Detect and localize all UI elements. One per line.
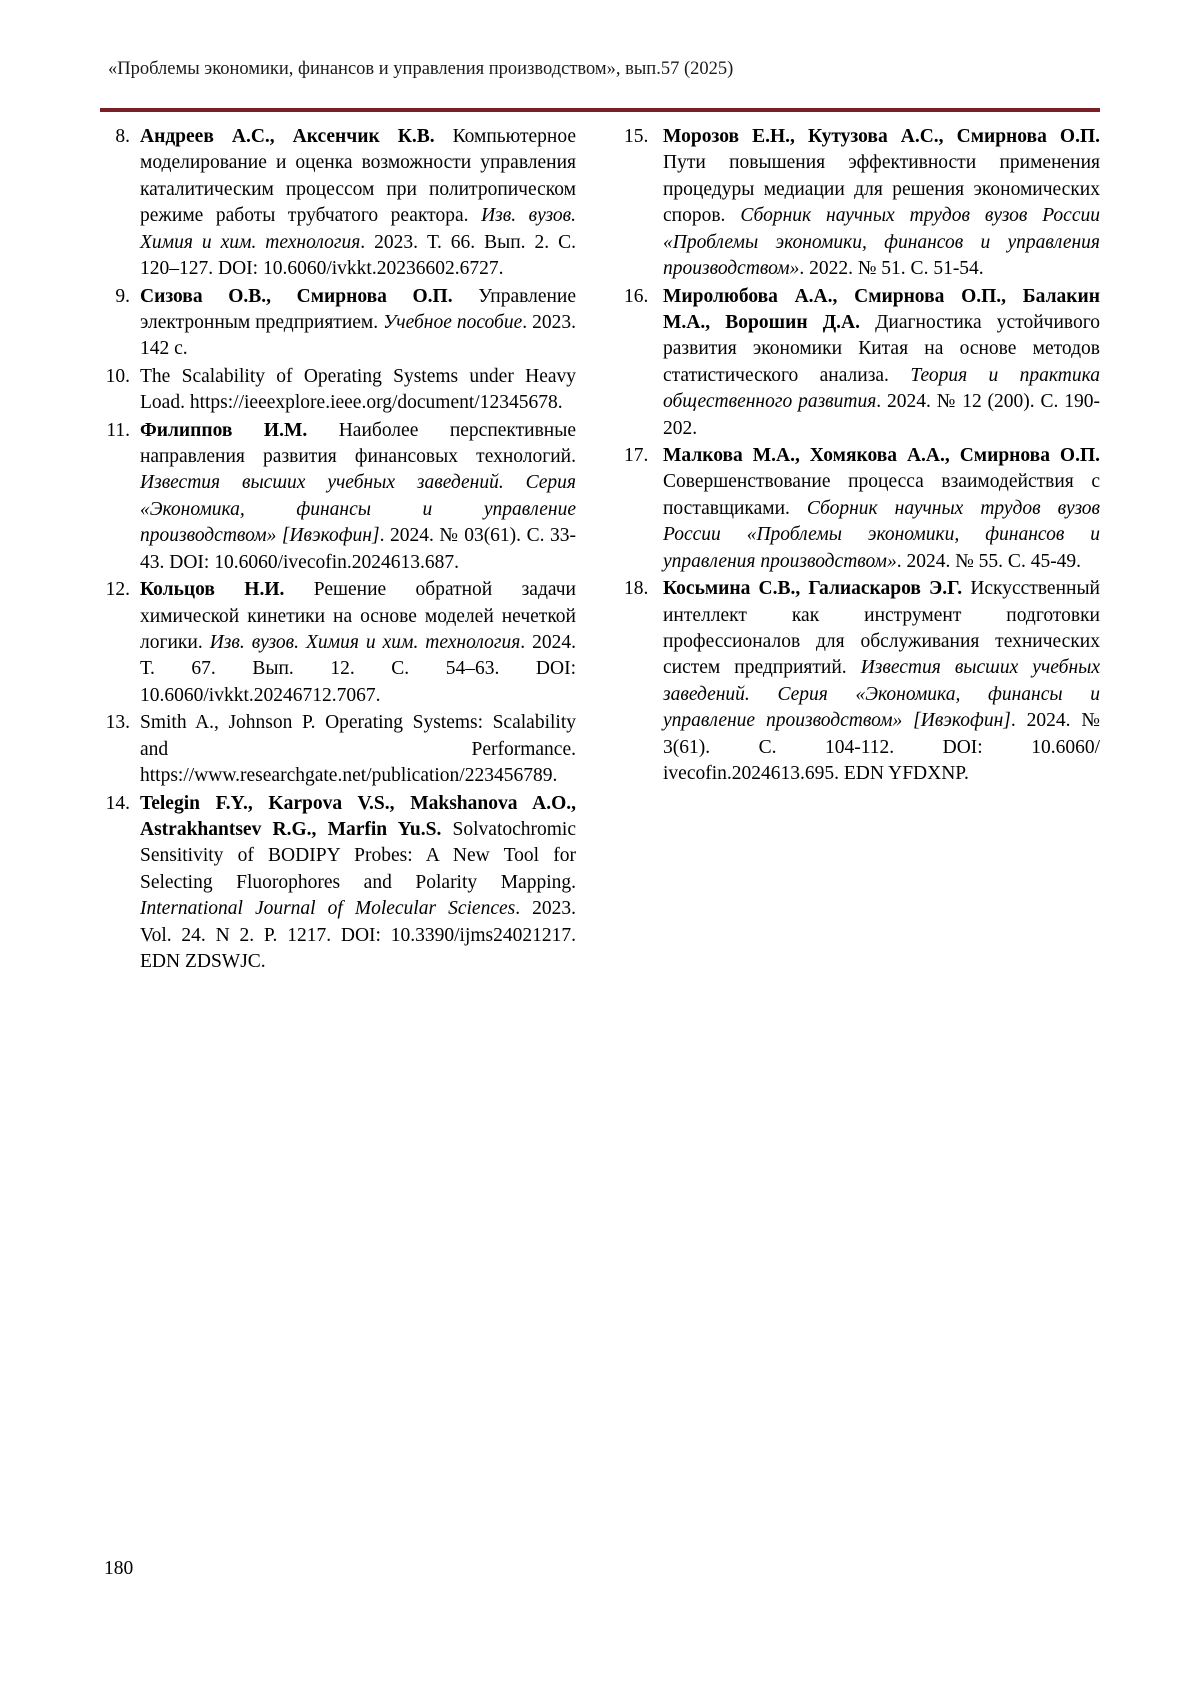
reference-item [100, 124, 576, 283]
reference-authors: Филиппов И.М. [140, 419, 308, 441]
reference-text: Искусственный интеллект как инструмент подготовки профессионалов для обслуживания технических систем предприятий. [663, 578, 1100, 679]
reference-number: 14. [105, 792, 130, 814]
right-column [624, 124, 1100, 977]
reference-text: Управление электронным предприятием. [140, 285, 576, 333]
reference-source-title: Учебное пособие [383, 311, 523, 333]
reference-authors: Миролюбова А.А., Смирнова О.П., Балакин М.А., Ворошин Д.А. [663, 285, 1100, 333]
reference-number: 8. [115, 126, 130, 147]
reference-number: 16. [624, 285, 649, 307]
reference-item [100, 791, 576, 976]
reference-number: 18. [624, 578, 649, 600]
reference-item [100, 577, 576, 709]
reference-list-right [624, 124, 1100, 788]
reference-text: Smith A., Johnson P. Operating Systems: Scalability and Performance. https://www.researchgate.net/publication/223456789. [140, 712, 576, 787]
reference-text: Наиболее перспективные направления развития финансовых технологий. [140, 419, 576, 468]
reference-text: . 2024. № 55. С. 45-49. [896, 550, 1082, 572]
reference-item [100, 418, 576, 577]
reference-source-title: International Journal of Molecular Sciences [140, 898, 516, 920]
reference-source-title: Изв. вузов. Химия и хим. технология [140, 205, 576, 253]
reference-item [624, 443, 1100, 575]
reference-number: 17. [624, 445, 649, 467]
reference-text: . 2024. № 03(61). С. 33-43. DOI: 10.6060/ivecofin.2024613.687. [140, 525, 576, 573]
reference-item [100, 364, 576, 417]
reference-source-title: Известия высших учебных заведений. Серия «Экономика, финансы и управление производством» [Ивэкофин] [140, 472, 576, 547]
reference-source-title: Сборник научных трудов вузов России «Проблемы экономики, финансов и управления производством» [663, 205, 1100, 280]
header-divider-rule [100, 108, 1100, 112]
reference-item [624, 284, 1100, 443]
reference-source-title: Сборник научных трудов вузов России «Проблемы экономики, финансов и управления производством» [663, 497, 1101, 572]
reference-text: . 2022. № 51. С. 51-54. [799, 258, 984, 280]
reference-number: 12. [105, 579, 130, 601]
reference-number: 11. [106, 419, 130, 441]
reference-text: Solvatochromic Sensitivity of BODIPY Probes: A New Tool for Selecting Fluorophores and Polarity Mapping. [140, 818, 576, 893]
left-column [100, 124, 576, 977]
two-column-body [100, 124, 1100, 977]
reference-item [624, 124, 1100, 283]
reference-text: Совершенствование процесса взаимодействия с поставщиками. [663, 471, 1100, 519]
reference-number: 9. [115, 285, 130, 307]
reference-source-title: Изв. вузов. Химия и хим. технология [209, 632, 521, 654]
reference-text: Решение обратной задачи химической кинетики на основе моделей нечеткой логики. [140, 579, 576, 654]
reference-authors: Косьмина С.В., Галиаскаров Э.Г. [663, 578, 963, 600]
reference-number: 13. [105, 712, 130, 734]
reference-item [100, 710, 576, 789]
reference-text: Компьютерное моделирование и оценка возможности управления каталитическим процессом при политропическом режиме работы трубчатого реактора. [140, 126, 576, 227]
page-number: 180 [104, 1558, 134, 1579]
reference-authors: Малкова М.А., Хомякова А.А., Смирнова О.П. [663, 445, 1100, 467]
reference-text: Диагностика устойчивого развития экономики Китая на основе методов статистического анализа. [663, 311, 1100, 386]
running-header: «Проблемы экономики, финансов и управления производством», вып.57 (2025) [108, 59, 734, 79]
reference-item [624, 576, 1100, 787]
reference-source-title: Теория и практика общественного развития [663, 364, 1100, 413]
reference-authors: Морозов Е.Н., Кутузова А.С., Смирнова О.П. [663, 126, 1100, 147]
reference-authors: Telegin F.Y., Karpova V.S., Makshanova A.O., Astrakhantsev R.G., Marfin Yu.S. [140, 792, 576, 840]
reference-text: Пути повышения эффективности применения процедуры медиации для решения экономических споров. [663, 152, 1100, 227]
reference-list-left [100, 124, 576, 976]
reference-text: The Scalability of Operating Systems under Heavy Load. https://ieeexplore.ieee.org/document/12345678. [140, 365, 576, 414]
reference-authors: Сизова О.В., Смирнова О.П. [140, 285, 453, 307]
reference-number: 10. [105, 365, 130, 387]
reference-source-title: Известия высших учебных заведений. Серия «Экономика, финансы и управление производством» [Ивэкофин] [663, 657, 1100, 732]
reference-authors: Кольцов Н.И. [140, 579, 285, 601]
reference-text: . 2023. Т. 66. Вып. 2. С. 120–127. DOI: 10.6060/ivkkt.20236602.6727. [140, 231, 576, 280]
reference-number: 15. [624, 126, 649, 147]
reference-text: . 2024. № 12 (200). С. 190-202. [663, 391, 1101, 439]
reference-authors: Андреев А.С., Аксенчик К.В. [140, 126, 435, 147]
reference-text: . 2024. № 3(61). С. 104-112. DOI: 10.6060/ ivecofin.2024613.695. EDN YFDXNP. [663, 710, 1100, 785]
reference-item [100, 284, 576, 363]
reference-text: . 2024. Т. 67. Вып. 12. С. 54–63. DOI: 10.6060/ivkkt.20246712.7067. [140, 632, 577, 706]
reference-text: . 2023. Vol. 24. N 2. P. 1217. DOI: 10.3390/ijms24021217. EDN ZDSWJC. [140, 898, 576, 973]
reference-text: . 2023. 142 с. [140, 311, 576, 360]
